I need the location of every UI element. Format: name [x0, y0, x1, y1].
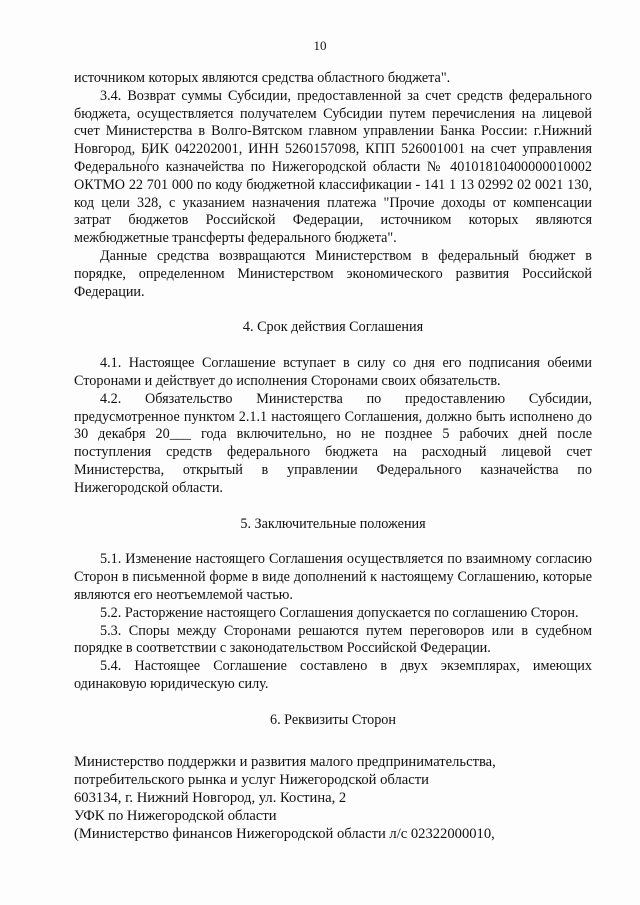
paragraph-return-funds: Данные средства возвращаются Министерством в федеральный бюджет в порядке, определенном Министерством экономического развития Российской Федерации. [74, 247, 592, 300]
requisites-line: УФК по Нижегородской области [74, 807, 277, 824]
paragraph-4-1: 4.1. Настоящее Соглашение вступает в силу со дня его подписания обеими Сторонами и действует до исполнения Сторонами своих обязательств. [74, 355, 592, 389]
requisites-line: Министерство поддержки и развития малого предпринимательства, [74, 753, 496, 770]
document-body [74, 70, 592, 843]
paragraph-5-4: 5.4. Настоящее Соглашение составлено в двух экземплярах, имеющих одинаковую юридическую силу. [74, 658, 592, 692]
paragraph-continuation: источником которых являются средства областного бюджета". [74, 70, 451, 86]
requisites-line: (Министерство финансов Нижегородской области л/с 02322000010, [74, 825, 495, 842]
paragraph-3-4: 3.4. Возврат суммы Субсидии, предоставленной за счет средств федерального бюджета, осуществляется получателем Субсидии путем перечисления на лицевой счет Министерства в Волго-Вятском главном управлении Банка России: г.Нижний Новгород, БИК 042202001, ИНН 5260157098, КПП 526001001 на счет управления Федерального казначейства по Нижегородской области № 40101810400000010002 ОКТМО 22 701 000 по коду бюджетной классификации - 141 1 13 02992 02 0021 130, код цели 328, с указанием назначения платежа "Прочие доходы от компенсации затрат бюджетов Российской Федерации, источником которых являются межбюджетные трансферты федерального бюджета". [74, 87, 592, 247]
section-6-title: 6. Реквизиты Сторон [269, 711, 396, 728]
section-5-title: 5. Заключительные положения [240, 515, 426, 532]
paragraph-4-2: 4.2. Обязательство Министерства по предоставлению Субсидии, предусмотренное пунктом 2.1.1 настоящего Соглашения, должно быть исполнено до 30 декабря 20___ года включительно, но не позднее 5 рабочих дней после поступления средств федерального бюджета на расходный лицевой счет Министерства, открытый в управлении Федерального казначейства по Нижегородской области. [74, 390, 592, 496]
page-number: 10 [313, 38, 327, 53]
requisites-line: потребительского рынка и услуг Нижегородской области [74, 771, 429, 788]
paragraph-5-1: 5.1. Изменение настоящего Соглашения осуществляется по взаимному согласию Сторон в письменной форме в виде дополнений к настоящему Соглашению, которые являются его неотъемлемой частью. [74, 551, 592, 603]
paragraph-5-2: 5.2. Расторжение настоящего Соглашения допускается по соглашению Сторон. [100, 604, 579, 621]
paragraph-5-3: 5.3. Споры между Сторонами решаются путем переговоров или в судебном порядке в соответствии с законодательством Российской Федерации. [74, 622, 592, 657]
requisites-line: 603134, г. Нижний Новгород, ул. Костина, 2 [74, 789, 347, 806]
party-requisites [74, 753, 592, 843]
section-4-title: 4. Срок действия Соглашения [242, 319, 424, 336]
